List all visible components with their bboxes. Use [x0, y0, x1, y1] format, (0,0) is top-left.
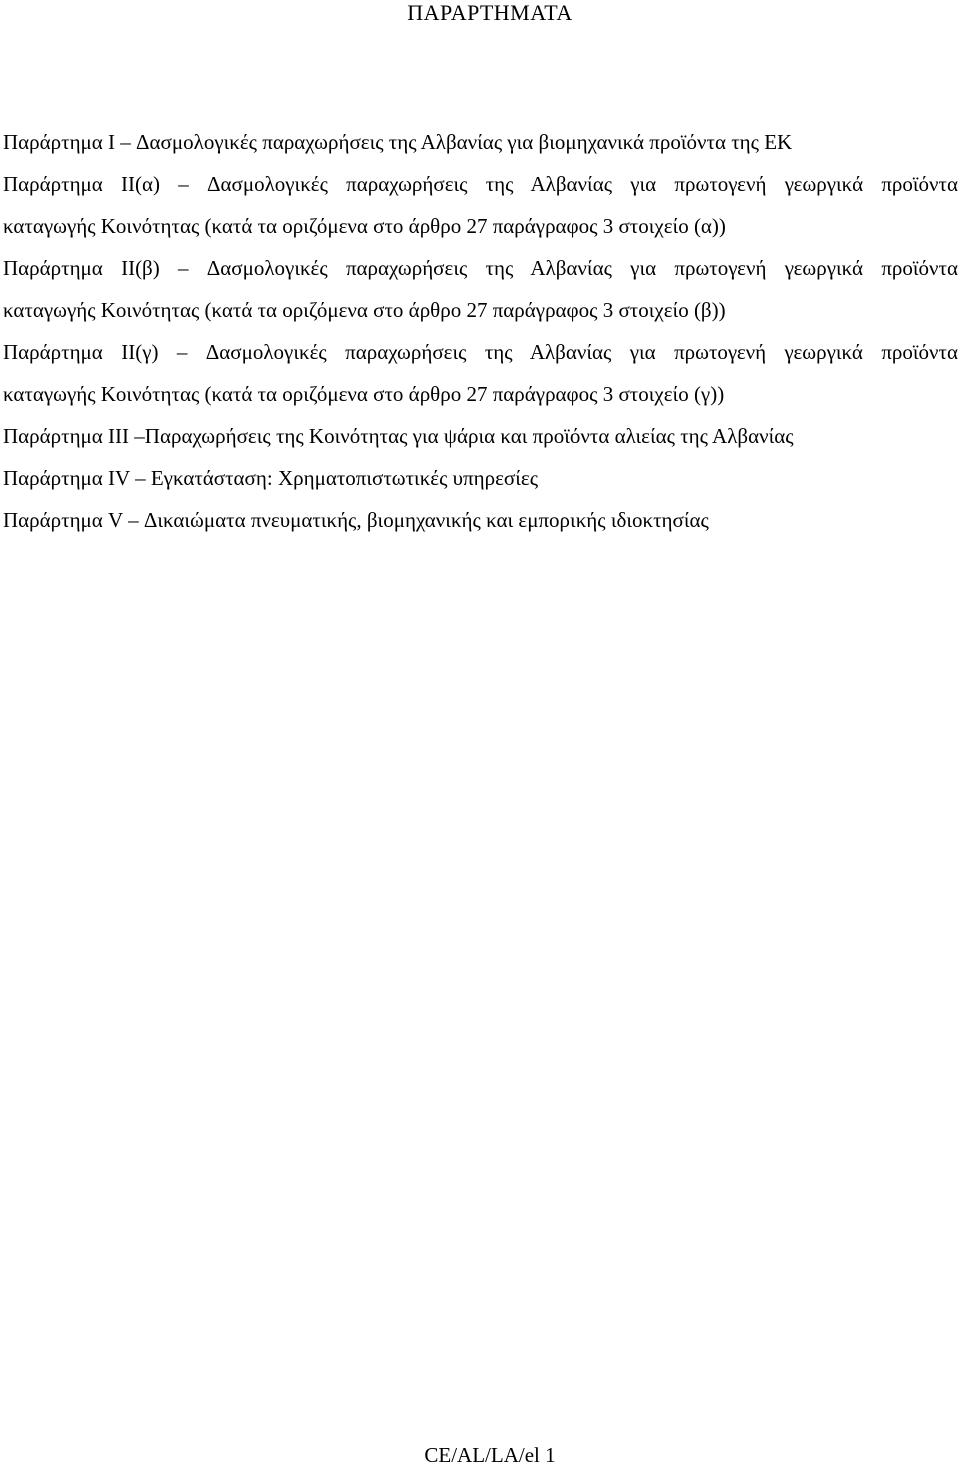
- annex-line: Παράρτημα II(α) – Δασμολογικές παραχωρήσεις της Αλβανίας για πρωτογενή γεωργικά προϊόντα: [3, 172, 958, 196]
- annex-list: [3, 121, 958, 541]
- annex-line: καταγωγής Κοινότητας (κατά τα οριζόμενα στο άρθρο 27 παράγραφος 3 στοιχείο (α)): [3, 214, 726, 238]
- annex-entry-ii-b: [3, 247, 958, 331]
- annex-line: καταγωγής Κοινότητας (κατά τα οριζόμενα στο άρθρο 27 παράγραφος 3 στοιχείο (β)): [3, 298, 726, 322]
- annex-line: Παράρτημα III –Παραχωρήσεις της Κοινότητας για ψάρια και προϊόντα αλιείας της Αλβανίας: [3, 424, 794, 448]
- annex-line: Παράρτημα IV – Εγκατάσταση: Χρηματοπιστωτικές υπηρεσίες: [3, 466, 539, 490]
- annex-entry-ii-c: [3, 331, 958, 415]
- page-title: ΠΑΡΑΡΤΗΜΑΤΑ: [407, 0, 573, 25]
- annex-line: Παράρτημα V – Δικαιώματα πνευματικής, βιομηχανικής και εμπορικής ιδιοκτησίας: [3, 508, 709, 532]
- annex-entry-iii: [3, 415, 958, 457]
- annex-line: Παράρτημα II(γ) – Δασμολογικές παραχωρήσεις της Αλβανίας για πρωτογενή γεωργικά προϊόντα: [3, 340, 958, 364]
- annex-entry-i: [3, 121, 958, 163]
- annex-line: καταγωγής Κοινότητας (κατά τα οριζόμενα στο άρθρο 27 παράγραφος 3 στοιχείο (γ)): [3, 382, 725, 406]
- annex-line: Παράρτημα I – Δασμολογικές παραχωρήσεις της Αλβανίας για βιομηχανικά προϊόντα της ΕΚ: [3, 130, 793, 154]
- annex-entry-v: [3, 499, 958, 541]
- annex-entry-iv: [3, 457, 958, 499]
- annex-entry-ii-a: [3, 163, 958, 247]
- annex-line: Παράρτημα II(β) – Δασμολογικές παραχωρήσεις της Αλβανίας για πρωτογενή γεωργικά προϊόντα: [3, 256, 958, 280]
- page-footer: CE/AL/LA/el 1: [424, 1443, 556, 1467]
